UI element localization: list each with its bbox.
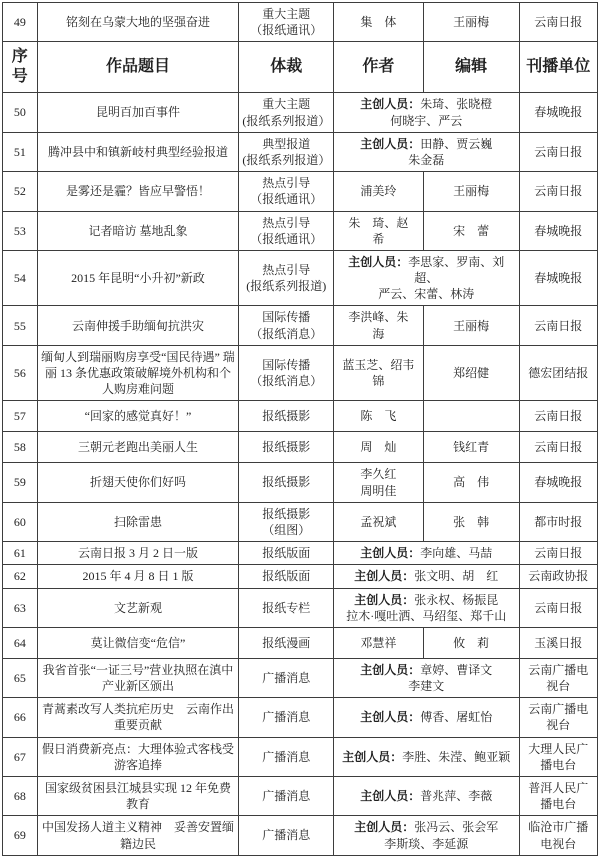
cell-editor: 王丽梅 bbox=[423, 3, 519, 42]
genre-line: (报纸系列报道） bbox=[242, 113, 331, 128]
cell-genre bbox=[239, 627, 334, 658]
creators-line: 主创人员：李思家、罗南、刘超、 bbox=[348, 254, 505, 286]
cell-genre bbox=[239, 588, 334, 627]
cell-creators bbox=[334, 777, 519, 816]
genre-line: 报纸漫画 bbox=[262, 635, 311, 650]
cell-serial-number: 50 bbox=[3, 93, 38, 132]
cell-creators bbox=[334, 93, 519, 132]
cell-genre bbox=[239, 658, 334, 697]
genre-line: （报纸通讯） bbox=[250, 23, 323, 38]
cell-author: 集 体 bbox=[334, 3, 424, 42]
genre-line: 报纸专栏 bbox=[262, 600, 311, 615]
table-body-main bbox=[3, 93, 598, 855]
genre-line: 报纸摄影 bbox=[262, 440, 311, 455]
cell-genre bbox=[239, 463, 334, 502]
table-header-body bbox=[3, 42, 598, 93]
creators-prefix-label: 主创人员： bbox=[360, 97, 421, 112]
cell-serial-number: 56 bbox=[3, 345, 38, 401]
cell-serial-number: 61 bbox=[3, 542, 38, 565]
genre-line: 报纸摄影 bbox=[262, 506, 311, 521]
header-row bbox=[3, 42, 598, 93]
cell-work-title: 铭刻在乌蒙大地的坚强奋进 bbox=[37, 3, 239, 42]
header-publisher: 刊播单位 bbox=[519, 42, 597, 93]
cell-serial-number: 62 bbox=[3, 565, 38, 588]
cell-work-title: 假日消费新亮点：大理体验式客栈受游客追捧 bbox=[37, 737, 239, 776]
creators-line: 主创人员：普兆萍、李薇 bbox=[360, 789, 493, 804]
header-num-line2: 号 bbox=[11, 68, 28, 86]
cell-publisher: 临沧市广播电视台 bbox=[519, 816, 597, 855]
cell-editor: 郑绍健 bbox=[423, 345, 519, 401]
table-row bbox=[3, 542, 598, 565]
cell-publisher: 云南日报 bbox=[519, 401, 597, 432]
cell-creators bbox=[334, 698, 519, 737]
cell-serial-number: 58 bbox=[3, 432, 38, 463]
cell-publisher: 春城晚报 bbox=[519, 250, 597, 306]
cell-genre bbox=[239, 565, 334, 588]
cell-editor: 高 伟 bbox=[423, 463, 519, 502]
table-body-top bbox=[3, 3, 598, 42]
cell-work-title: 三朝元老跑出美丽人生 bbox=[37, 432, 239, 463]
cell-creators bbox=[334, 816, 519, 855]
cell-creators bbox=[334, 588, 519, 627]
table-row bbox=[3, 777, 598, 816]
creators-prefix-label: 主创人员： bbox=[354, 592, 415, 607]
cell-publisher: 春城晚报 bbox=[519, 463, 597, 502]
creators-prefix-label: 主创人员： bbox=[354, 820, 415, 835]
genre-line: 报纸版面 bbox=[262, 569, 311, 584]
creators-prefix-label: 主创人员： bbox=[360, 789, 421, 804]
cell-work-title: 青蒿素改写人类抗疟历史 云南作出重要贡献 bbox=[37, 698, 239, 737]
table-row bbox=[3, 565, 598, 588]
cell-serial-number: 69 bbox=[3, 816, 38, 855]
creators-line: 主创人员：朱琦、张晓橙 bbox=[360, 97, 493, 112]
genre-line: 报纸摄影 bbox=[262, 475, 311, 490]
table-row bbox=[3, 3, 598, 42]
cell-editor: 钱红青 bbox=[423, 432, 519, 463]
cell-publisher: 云南日报 bbox=[519, 432, 597, 463]
genre-line: 报纸摄影 bbox=[262, 409, 311, 424]
cell-work-title: “回家的感觉真好！” bbox=[37, 401, 239, 432]
cell-work-title: 折翅天使你们好吗 bbox=[37, 463, 239, 502]
cell-genre bbox=[239, 432, 334, 463]
cell-serial-number: 51 bbox=[3, 132, 38, 171]
creators-line: 主创人员：章婷、曹译文 bbox=[360, 662, 493, 677]
genre-line: 报纸版面 bbox=[262, 546, 311, 561]
cell-work-title: 腾冲县中和镇新岐村典型经验报道 bbox=[37, 132, 239, 171]
cell-serial-number: 63 bbox=[3, 588, 38, 627]
cell-publisher: 云南日报 bbox=[519, 542, 597, 565]
creators-line: 何晓宇、严云 bbox=[390, 113, 463, 128]
cell-genre bbox=[239, 345, 334, 401]
cell-genre bbox=[239, 777, 334, 816]
cell-genre bbox=[239, 737, 334, 776]
genre-line: 国际传播 bbox=[262, 357, 311, 372]
cell-publisher: 德宏团结报 bbox=[519, 345, 597, 401]
cell-serial-number: 54 bbox=[3, 250, 38, 306]
header-author: 作者 bbox=[334, 42, 424, 93]
creators-line: 李建文 bbox=[408, 679, 445, 694]
cell-publisher: 云南日报 bbox=[519, 172, 597, 211]
cell-creators bbox=[334, 250, 519, 306]
table-row bbox=[3, 816, 598, 855]
cell-author: 李洪峰、朱 海 bbox=[334, 306, 424, 345]
creators-prefix-label: 主创人员： bbox=[342, 749, 403, 764]
genre-line: (报纸系列报道） bbox=[242, 152, 331, 167]
cell-publisher: 云南广播电视台 bbox=[519, 658, 597, 697]
header-editor: 编辑 bbox=[423, 42, 519, 93]
cell-genre bbox=[239, 250, 334, 306]
cell-editor: 张 韩 bbox=[423, 502, 519, 541]
cell-creators bbox=[334, 658, 519, 697]
genre-line: 热点引导 bbox=[262, 176, 311, 191]
cell-genre bbox=[239, 3, 334, 42]
genre-line: （报纸消息） bbox=[250, 326, 323, 341]
genre-line: （报纸通讯） bbox=[250, 231, 323, 246]
table-row bbox=[3, 588, 598, 627]
cell-genre bbox=[239, 816, 334, 855]
cell-serial-number: 60 bbox=[3, 502, 38, 541]
creators-line: 主创人员：张永权、杨振昆 bbox=[354, 592, 499, 607]
cell-work-title: 云南日报 3 月 2 日一版 bbox=[37, 542, 239, 565]
cell-genre bbox=[239, 698, 334, 737]
cell-work-title: 是雾还是霾？皆应早警悟！ bbox=[37, 172, 239, 211]
cell-work-title: 记者暗访 墓地乱象 bbox=[37, 211, 239, 250]
cell-serial-number: 57 bbox=[3, 401, 38, 432]
creators-prefix-label: 主创人员： bbox=[360, 662, 421, 677]
cell-genre bbox=[239, 211, 334, 250]
creators-line: 李斯琰、李延源 bbox=[384, 836, 469, 851]
table-row bbox=[3, 211, 598, 250]
cell-author: 周 灿 bbox=[334, 432, 424, 463]
cell-work-title: 文艺新观 bbox=[37, 588, 239, 627]
cell-work-title: 中国发扬人道主义精神 妥善安置缅籍边民 bbox=[37, 816, 239, 855]
cell-publisher: 春城晚报 bbox=[519, 211, 597, 250]
genre-line: （报纸消息） bbox=[250, 374, 323, 389]
creators-prefix-label: 主创人员： bbox=[360, 710, 421, 725]
cell-genre bbox=[239, 93, 334, 132]
cell-serial-number: 65 bbox=[3, 658, 38, 697]
table-row bbox=[3, 737, 598, 776]
genre-line: （报纸通讯） bbox=[250, 192, 323, 207]
creators-line: 主创人员：李胜、朱滢、鲍亚颖 bbox=[342, 749, 511, 764]
genre-line: 重大主题 bbox=[262, 97, 311, 112]
cell-author: 朱 琦、赵 希 bbox=[334, 211, 424, 250]
cell-work-title: 昆明百加百事件 bbox=[37, 93, 239, 132]
genre-line: 广播消息 bbox=[262, 749, 311, 764]
creators-line: 主创人员：田静、贾云巍 bbox=[360, 136, 493, 151]
cell-publisher: 普洱人民广播电台 bbox=[519, 777, 597, 816]
header-num bbox=[3, 42, 38, 93]
cell-work-title: 莫让微信变“危信” bbox=[37, 627, 239, 658]
cell-creators bbox=[334, 737, 519, 776]
cell-work-title: 2015 年 4 月 8 日 1 版 bbox=[37, 565, 239, 588]
genre-line: (报纸系列报道) bbox=[246, 279, 327, 294]
table-row bbox=[3, 250, 598, 306]
cell-serial-number: 66 bbox=[3, 698, 38, 737]
creators-line: 主创人员：李向雄、马喆 bbox=[360, 546, 493, 561]
cell-author: 浦美玲 bbox=[334, 172, 424, 211]
creators-line: 严云、宋蕾、林涛 bbox=[378, 287, 475, 302]
creators-line: 主创人员：张文明、胡 红 bbox=[354, 569, 499, 584]
table-row bbox=[3, 658, 598, 697]
header-title: 作品题目 bbox=[37, 42, 239, 93]
awards-table bbox=[2, 2, 598, 856]
genre-line: 广播消息 bbox=[262, 710, 311, 725]
cell-genre bbox=[239, 172, 334, 211]
cell-editor: 王丽梅 bbox=[423, 306, 519, 345]
header-genre: 体裁 bbox=[239, 42, 334, 93]
genre-line: 广播消息 bbox=[262, 670, 311, 685]
genre-line: 广播消息 bbox=[262, 789, 311, 804]
genre-line: 典型报道 bbox=[262, 136, 311, 151]
cell-serial-number: 68 bbox=[3, 777, 38, 816]
creators-line: 主创人员：傅香、屠虹怡 bbox=[360, 710, 493, 725]
cell-author: 陈 飞 bbox=[334, 401, 424, 432]
table-row bbox=[3, 401, 598, 432]
cell-serial-number: 52 bbox=[3, 172, 38, 211]
cell-genre bbox=[239, 542, 334, 565]
genre-line: 国际传播 bbox=[262, 310, 311, 325]
cell-creators bbox=[334, 132, 519, 171]
cell-genre bbox=[239, 132, 334, 171]
author-line: 李久红 bbox=[360, 467, 397, 482]
genre-line: 重大主题 bbox=[262, 7, 311, 21]
cell-serial-number: 53 bbox=[3, 211, 38, 250]
cell-serial-number: 49 bbox=[3, 3, 38, 42]
table-row bbox=[3, 627, 598, 658]
table-row bbox=[3, 306, 598, 345]
cell-genre bbox=[239, 401, 334, 432]
cell-editor: 宋 蕾 bbox=[423, 211, 519, 250]
genre-line: 热点引导 bbox=[262, 262, 311, 277]
cell-publisher: 玉溪日报 bbox=[519, 627, 597, 658]
cell-creators bbox=[334, 542, 519, 565]
cell-genre bbox=[239, 306, 334, 345]
cell-work-title: 我省首张“一证三号”营业执照在滇中产业新区颁出 bbox=[37, 658, 239, 697]
creators-line: 拉木·嘎吐洒、马绍玺、郑千山 bbox=[346, 608, 507, 623]
table-row bbox=[3, 502, 598, 541]
table-row bbox=[3, 463, 598, 502]
cell-publisher: 云南政协报 bbox=[519, 565, 597, 588]
cell-publisher: 春城晚报 bbox=[519, 93, 597, 132]
table-row bbox=[3, 172, 598, 211]
cell-publisher: 云南日报 bbox=[519, 306, 597, 345]
cell-publisher: 云南日报 bbox=[519, 588, 597, 627]
cell-serial-number: 59 bbox=[3, 463, 38, 502]
cell-work-title: 扫除雷患 bbox=[37, 502, 239, 541]
cell-serial-number: 67 bbox=[3, 737, 38, 776]
author-line: 周明佳 bbox=[360, 483, 397, 498]
creators-prefix-label: 主创人员： bbox=[360, 546, 421, 561]
cell-author: 蓝玉芝、绍韦锦 bbox=[334, 345, 424, 401]
genre-line: 广播消息 bbox=[262, 828, 311, 843]
cell-publisher: 云南日报 bbox=[519, 3, 597, 42]
genre-line: 热点引导 bbox=[262, 215, 311, 230]
cell-work-title: 缅甸人到瑞丽购房享受“国民待遇” 瑞丽 13 条优惠政策破解境外机构和个人购房难问题 bbox=[37, 345, 239, 401]
cell-publisher: 云南日报 bbox=[519, 132, 597, 171]
cell-editor: 攸 莉 bbox=[423, 627, 519, 658]
cell-author: 邓慧祥 bbox=[334, 627, 424, 658]
cell-creators bbox=[334, 565, 519, 588]
cell-serial-number: 64 bbox=[3, 627, 38, 658]
cell-author: 孟祝斌 bbox=[334, 502, 424, 541]
cell-editor: 王丽梅 bbox=[423, 172, 519, 211]
table-row bbox=[3, 345, 598, 401]
cell-publisher: 云南广播电视台 bbox=[519, 698, 597, 737]
genre-line: （组图） bbox=[262, 522, 311, 537]
creators-prefix-label: 主创人员： bbox=[354, 569, 415, 584]
creators-prefix-label: 主创人员： bbox=[348, 254, 409, 269]
creators-line: 朱金磊 bbox=[408, 152, 445, 167]
cell-work-title: 2015 年昆明“小升初”新政 bbox=[37, 250, 239, 306]
cell-editor bbox=[423, 401, 519, 432]
cell-publisher: 大理人民广播电台 bbox=[519, 737, 597, 776]
cell-serial-number: 55 bbox=[3, 306, 38, 345]
creators-prefix-label: 主创人员： bbox=[360, 136, 421, 151]
table-row bbox=[3, 132, 598, 171]
table-row bbox=[3, 93, 598, 132]
cell-publisher: 都市时报 bbox=[519, 502, 597, 541]
cell-author bbox=[334, 463, 424, 502]
table-row bbox=[3, 432, 598, 463]
cell-work-title: 国家级贫困县江城县实现 12 年免费教育 bbox=[37, 777, 239, 816]
table-row bbox=[3, 698, 598, 737]
creators-line: 主创人员：张冯云、张会军 bbox=[354, 820, 499, 835]
header-num-line1: 序 bbox=[11, 48, 28, 66]
cell-work-title: 云南伸援手助缅甸抗洪灾 bbox=[37, 306, 239, 345]
cell-genre bbox=[239, 502, 334, 541]
